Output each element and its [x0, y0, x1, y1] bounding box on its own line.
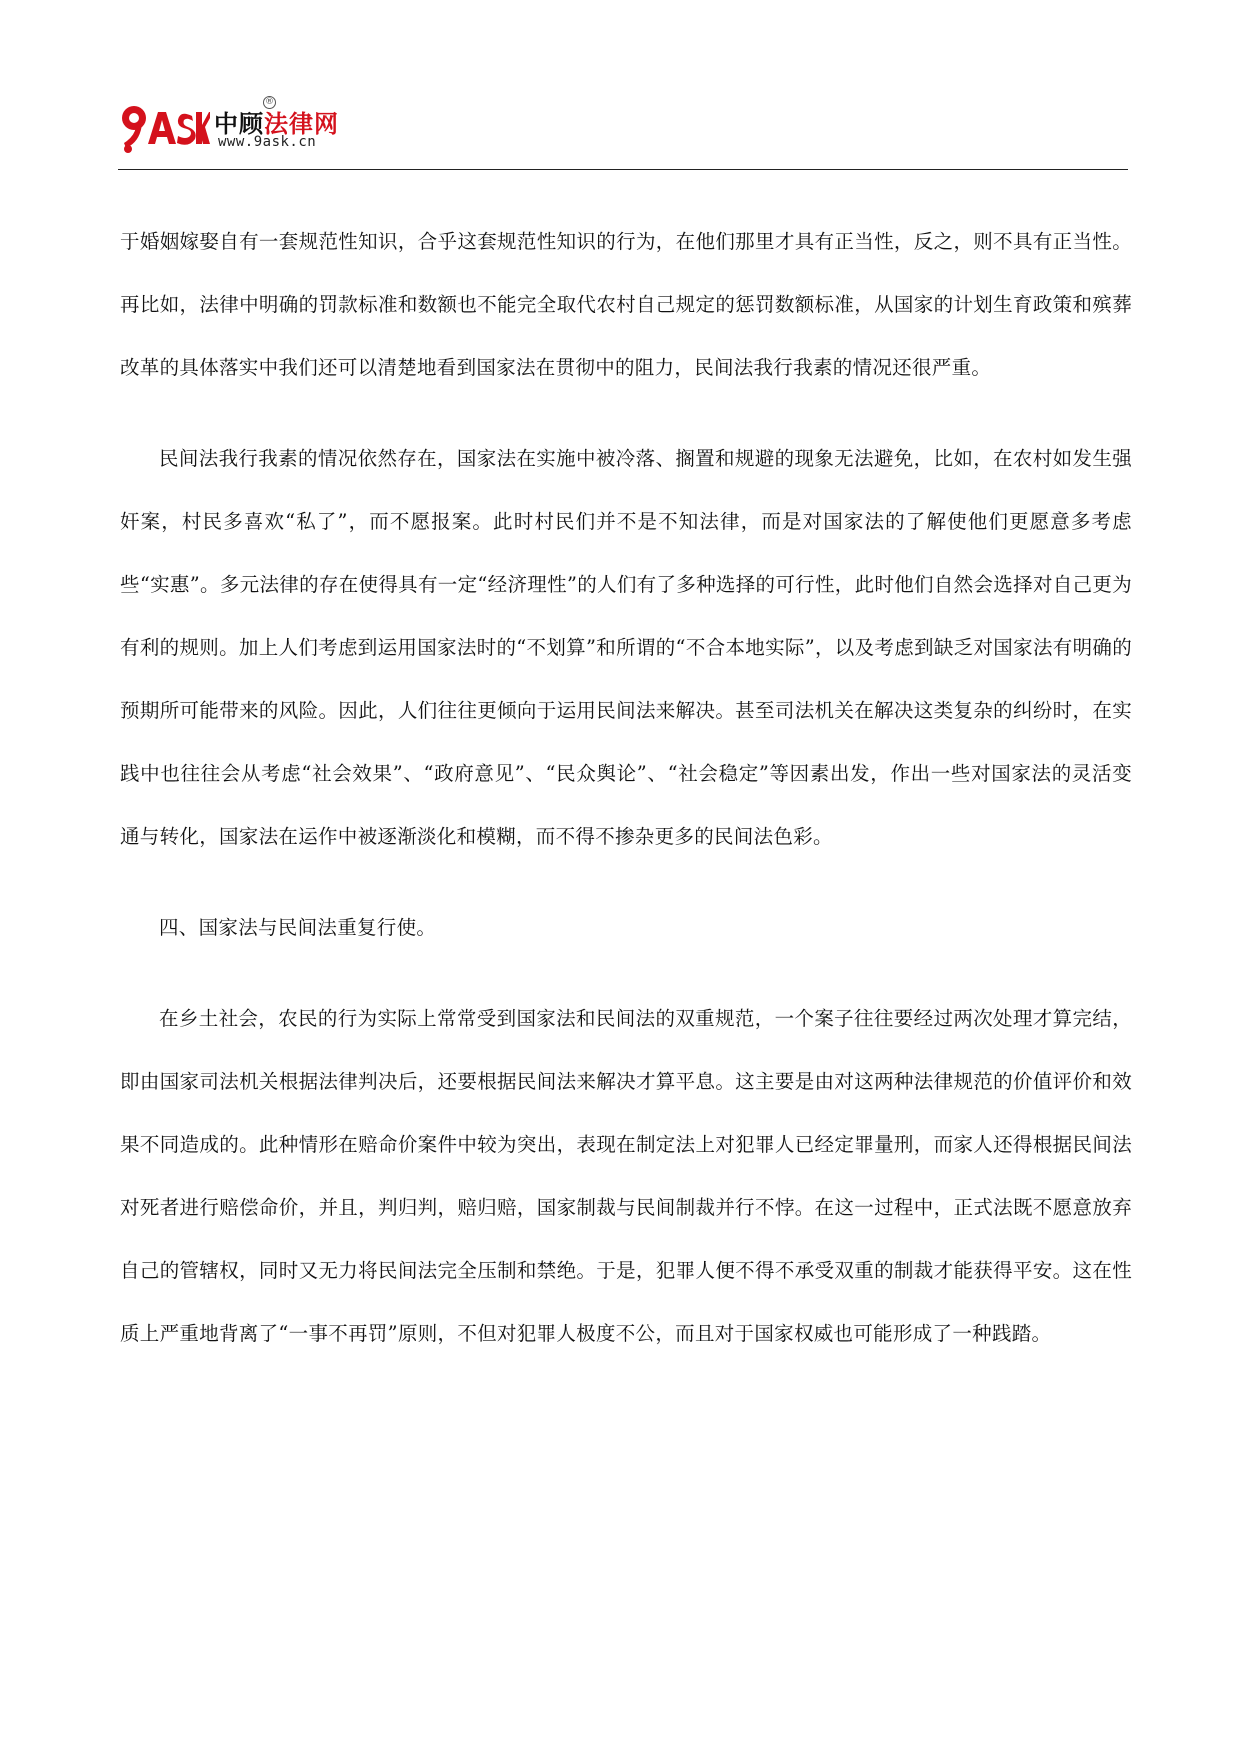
section-heading: 四、国家法与民间法重复行使。	[159, 916, 437, 939]
site-logo[interactable]	[118, 92, 378, 162]
logo-cn-part2: 法律网	[264, 110, 339, 138]
logo-9ask-mark-icon	[118, 98, 210, 154]
document-body	[120, 210, 1132, 1393]
page-header	[118, 92, 1128, 172]
logo-cn-part1: 中顾	[214, 110, 264, 138]
header-divider	[118, 169, 1128, 170]
paragraph-continuation: 于婚姻嫁娶自有一套规范性知识，合乎这套规范性知识的行为，在他们那里才具有正当性，反之，则不具有正当性。再比如，法律中明确的罚款标准和数额也不能完全取代农村自己规定的惩罚数额标准，从国家的计划生育政策和殡葬改革的具体落实中我们还可以清楚地看到国家法在贯彻中的阻力，民间法我行我素的情况还很严重。	[120, 230, 1132, 379]
logo-url[interactable]: www.9ask.cn	[218, 134, 317, 150]
paragraph: 民间法我行我素的情况依然存在，国家法在实施中被冷落、搁置和规避的现象无法避免，比如，在农村如发生强奸案，村民多喜欢“私了”，而不愿报案。此时村民们并不是不知法律，而是对国家法的了解使他们更愿意多考虑些“实惠”。多元法律的存在使得具有一定“经济理性”的人们有了多种选择的可行性，此时他们自然会选择对自己更为有利的规则。加上人们考虑到运用国家法时的“不划算”和所谓的“不合本地实际”，以及考虑到缺乏对国家法有明确的预期所可能带来的风险。因此，人们往往更倾向于运用民间法来解决。甚至司法机关在解决这类复杂的纠纷时，在实践中也往往会从考虑“社会效果”、“政府意见”、“民众舆论”、“社会稳定”等因素出发，作出一些对国家法的灵活变通与转化，国家法在运作中被逐渐淡化和模糊，而不得不掺杂更多的民间法色彩。	[120, 447, 1132, 848]
registered-mark-icon: ®	[265, 97, 274, 107]
paragraph: 在乡土社会，农民的行为实际上常常受到国家法和民间法的双重规范，一个案子往往要经过两次处理才算完结，即由国家司法机关根据法律判决后，还要根据民间法来解决才算平息。这主要是由对这两种法律规范的价值评价和效果不同造成的。此种情形在赔命价案件中较为突出，表现在制定法上对犯罪人已经定罪量刑，而家人还得根据民间法对死者进行赔偿命价，并且，判归判，赔归赔，国家制裁与民间制裁并行不悖。在这一过程中，正式法既不愿意放弃自己的管辖权，同时又无力将民间法完全压制和禁绝。于是，犯罪人便不得不承受双重的制裁才能获得平安。这在性质上严重地背离了“一事不再罚”原则，不但对犯罪人极度不公，而且对于国家权威也可能形成了一种践踏。	[120, 1007, 1132, 1345]
